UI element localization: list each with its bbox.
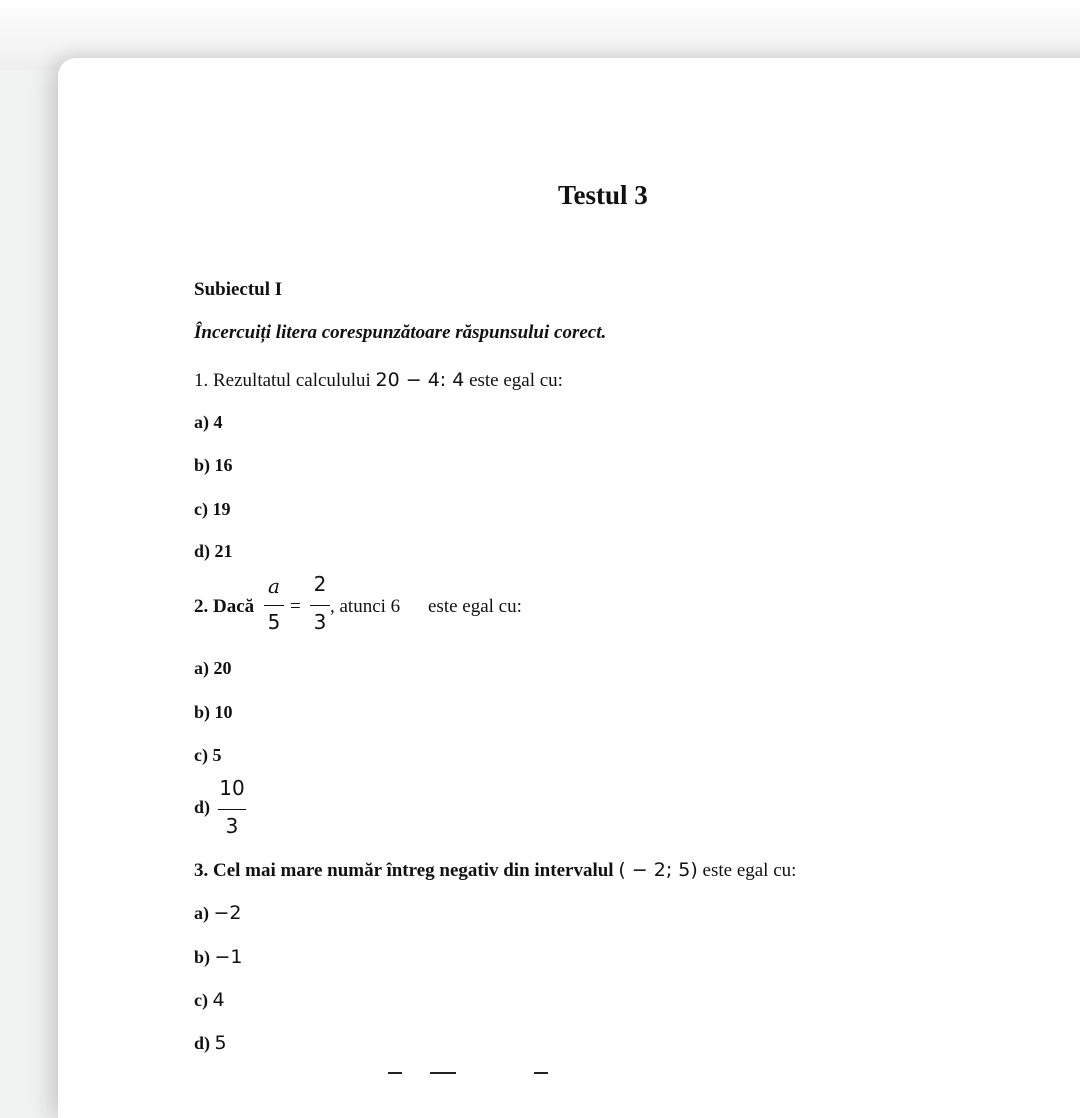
question-1-option-c: c) 19	[194, 499, 231, 519]
question-2-option-a: a) 20	[194, 658, 232, 678]
question-1-suffix: este egal cu:	[469, 370, 563, 391]
question-2-suffix: este egal cu:	[428, 596, 522, 617]
question-2-equals: =	[290, 596, 301, 617]
question-3	[194, 859, 796, 882]
page-title: Testul 3	[558, 180, 648, 210]
question-2-label: 2. Dacă	[194, 596, 255, 617]
question-1	[194, 369, 563, 392]
question-3-suffix: este egal cu:	[702, 860, 797, 881]
question-1-option-b: b) 16	[194, 455, 233, 475]
fraction-denominator: 5	[267, 610, 281, 634]
question-3-expression: ( − 2; 5)	[618, 859, 698, 881]
question-1-label: 1. Rezultatul calculului	[194, 370, 371, 391]
fraction-bar	[310, 605, 330, 606]
question-1-option-d: d) 21	[194, 541, 233, 561]
fraction-numerator: 10	[219, 776, 245, 800]
subject-heading: Subiectul I	[194, 279, 283, 300]
question-2-option-d-letter: d)	[194, 797, 211, 817]
cut-off-radical	[388, 1072, 402, 1084]
fraction-bar	[264, 605, 284, 606]
question-3-option-d: d) 5	[194, 1032, 227, 1054]
question-3-option-c: c) 4	[194, 989, 225, 1011]
question-2-option-c: c) 5	[194, 745, 222, 765]
question-2-option-d-fraction	[218, 776, 246, 840]
question-3-option-b: b) −1	[194, 946, 243, 968]
fraction-numerator: a	[268, 574, 280, 598]
cut-off-radical	[534, 1072, 548, 1084]
question-2-option-b: b) 10	[194, 702, 233, 722]
question-1-expression: 20 − 4: 4	[375, 369, 465, 391]
fraction-numerator: 2	[313, 572, 327, 596]
question-1-option-a: a) 4	[194, 412, 223, 432]
question-3-option-a: a) −2	[194, 902, 242, 924]
question-3-label: 3. Cel mai mare număr întreg negativ din intervalul	[194, 860, 614, 881]
question-2-middle: , atunci 6	[330, 596, 401, 617]
question-2-fraction-a-over-5	[264, 572, 284, 636]
instruction-text: Încercuiți litera corespunzătoare răspunsului corect.	[194, 322, 607, 343]
question-2-fraction-2-over-3	[310, 572, 330, 636]
fraction-denominator: 3	[313, 610, 327, 634]
cut-off-radical	[430, 1072, 456, 1084]
fraction-bar	[218, 809, 246, 810]
fraction-denominator: 3	[225, 814, 239, 838]
